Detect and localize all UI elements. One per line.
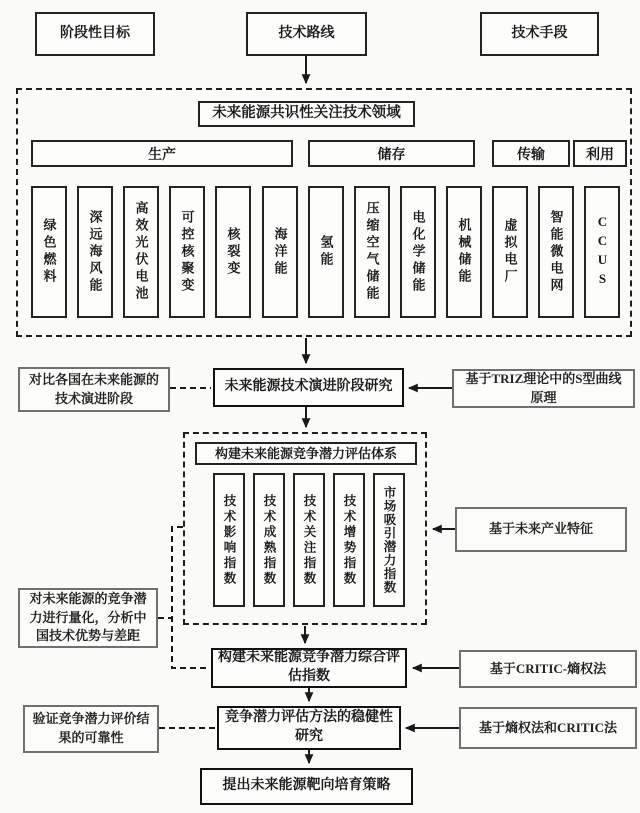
box-robustness-research — [217, 706, 401, 750]
box-strategy — [200, 768, 413, 805]
index-market-attraction-label: 市场吸引潜力指数 — [382, 486, 396, 594]
box-composite-index — [211, 648, 407, 688]
category-utilization — [573, 140, 627, 167]
tech-ccus-label: CCUS — [595, 214, 610, 290]
tech-fission — [215, 186, 251, 318]
tech-green-fuel-label: 绿色燃料 — [41, 218, 57, 286]
tech-mechanical-storage — [446, 186, 482, 318]
tech-domain-title-box — [198, 101, 415, 127]
note-triz-label: 基于TRIZ理论中的S型曲线原理 — [465, 370, 622, 405]
tech-fusion-label: 可控核聚变 — [179, 209, 195, 295]
tech-smart-microgrid-label: 智能微电网 — [548, 209, 564, 295]
note-critic-entropy — [459, 650, 637, 688]
box-tech-route — [246, 12, 367, 56]
index-tech-maturity-label: 技术成熟指数 — [262, 493, 276, 587]
tech-virtual-plant-label: 虚拟电厂 — [502, 218, 518, 286]
box-tech-means — [480, 12, 599, 56]
category-production-label: 生产 — [148, 147, 176, 163]
tech-pv-cell — [123, 186, 159, 318]
index-tech-impact — [213, 473, 245, 607]
tech-domain-title: 未来能源共识性关注技术领域 — [212, 105, 401, 122]
note-future-industry-label: 基于未来产业特征 — [488, 521, 593, 537]
box-stage-goals-label: 阶段性目标 — [60, 25, 130, 41]
tech-pv-cell-label: 高效光伏电池 — [133, 201, 149, 303]
tech-offshore-wind-label: 深远海风能 — [87, 209, 103, 295]
index-tech-maturity — [253, 473, 285, 607]
note-entropy-critic — [459, 707, 637, 749]
tech-green-fuel — [31, 186, 67, 318]
box-composite-index-label: 构建未来能源竞争潜力综合评估指数 — [218, 650, 400, 684]
box-tech-means-label: 技术手段 — [511, 25, 568, 41]
category-production — [31, 140, 293, 167]
index-tech-growth — [333, 473, 365, 607]
tech-ccus — [584, 186, 620, 318]
tech-electrochemical-label: 电化学储能 — [410, 209, 426, 295]
tech-caes — [354, 186, 390, 318]
tech-smart-microgrid — [538, 186, 574, 318]
note-quantify-potential-label: 对未来能源的竞争潜力进行量化，分析中国技术优势与差距 — [29, 590, 147, 644]
note-triz — [452, 369, 635, 408]
box-tech-route-label: 技术路线 — [278, 25, 335, 41]
tech-caes-label: 压缩空气储能 — [364, 201, 380, 303]
index-tech-impact-label: 技术影响指数 — [222, 493, 236, 587]
tech-fusion — [169, 186, 205, 318]
box-stage-research — [213, 368, 404, 407]
note-verify-reliability-label: 验证竞争潜力评价结果的可靠性 — [32, 711, 150, 745]
category-storage-label: 储存 — [377, 147, 406, 163]
note-entropy-critic-label: 基于熵权法和CRITIC法 — [479, 719, 617, 735]
tech-fission-label: 核裂变 — [225, 226, 241, 278]
note-verify-reliability — [23, 705, 159, 753]
tech-ocean-energy-label: 海洋能 — [272, 226, 288, 278]
evaluation-system-title: 构建未来能源竞争潜力评估体系 — [214, 445, 397, 461]
tech-mechanical-storage-label: 机械储能 — [456, 218, 472, 286]
box-strategy-label: 提出未来能源靶向培育策略 — [222, 778, 391, 794]
box-robustness-research-label: 竞争潜力评估方法的稳健性研究 — [225, 710, 393, 744]
box-stage-goals — [35, 12, 155, 56]
index-tech-attention — [293, 473, 325, 607]
note-quantify-potential — [18, 588, 158, 648]
note-compare-countries — [18, 367, 170, 412]
note-compare-countries-label: 对比各国在未来能源的技术演进阶段 — [28, 371, 159, 406]
note-critic-entropy-label: 基于CRITIC-熵权法 — [489, 660, 607, 676]
index-tech-attention-label: 技术关注指数 — [302, 493, 316, 587]
index-tech-growth-label: 技术增势指数 — [342, 493, 356, 587]
category-utilization-label: 利用 — [586, 147, 614, 163]
evaluation-system-title-box — [195, 442, 417, 465]
tech-offshore-wind — [77, 186, 113, 318]
category-transmission — [492, 140, 570, 167]
index-market-attraction — [373, 473, 405, 607]
tech-hydrogen-label: 氢能 — [318, 235, 334, 269]
tech-ocean-energy — [262, 186, 298, 318]
tech-electrochemical — [400, 186, 436, 318]
category-transmission-label: 传输 — [517, 147, 545, 163]
tech-virtual-plant — [492, 186, 528, 318]
note-future-industry — [455, 507, 627, 552]
tech-hydrogen — [308, 186, 344, 318]
category-storage — [308, 140, 475, 167]
box-stage-research-label: 未来能源技术演进阶段研究 — [224, 379, 393, 395]
